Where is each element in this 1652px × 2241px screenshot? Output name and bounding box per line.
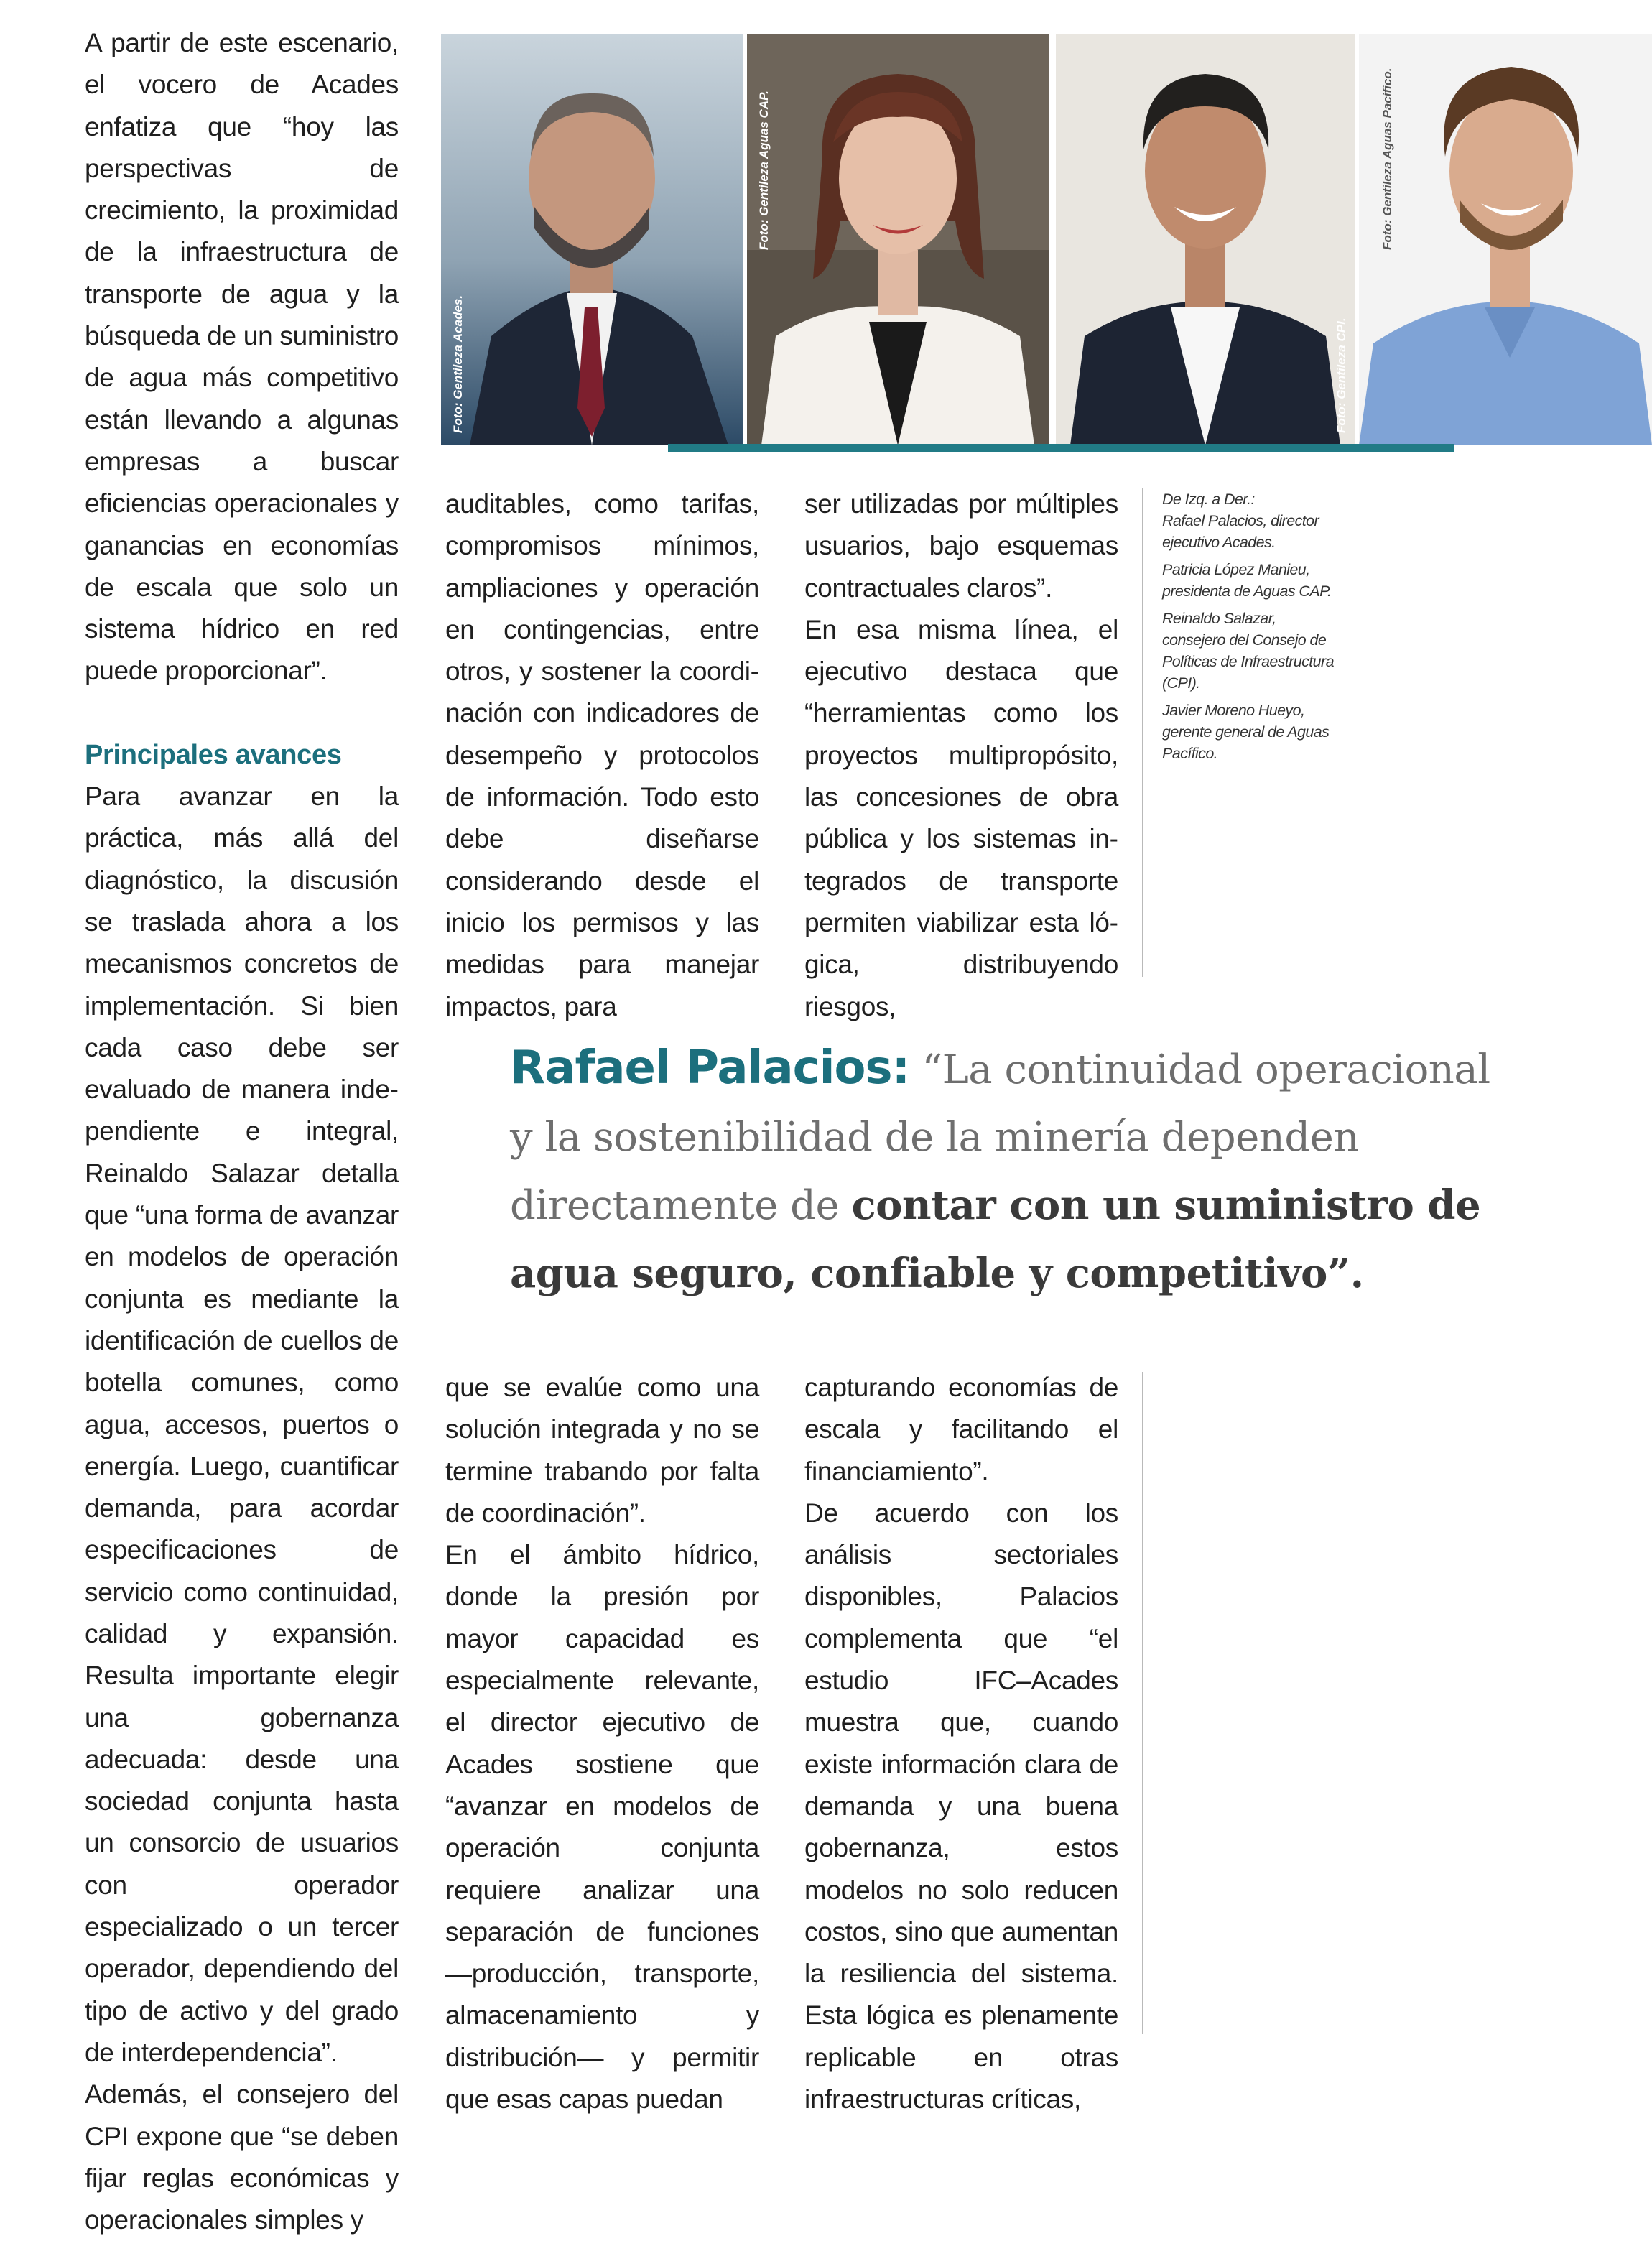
right-column-bottom bbox=[804, 1367, 1118, 2120]
photo-javier-moreno bbox=[1359, 34, 1652, 445]
middle-bottom-paragraph-2: En el ámbito hídrico, donde la presión por mayor capacidad es especialmente relevante, el director ejecutivo de Acades sostiene que “avanzar en modelos de operación conjunta requiere analizar una separación de funciones —producción, transporte, almacenamiento y distribución— y permitir que esas capas puedan bbox=[445, 1540, 759, 2115]
portrait-2-image bbox=[747, 34, 1049, 445]
left-paragraph-2: Para avanzar en la práctica, más allá del diagnóstico, la discusión se traslada ahora a los mecanismos concretos de implementación. Si bien cada caso debe ser evaluado de manera independiente e integral, Reinaldo Salazar detalla que “una forma de avanzar en modelos de operación conjunta es mediante la identificación de cuellos de botella comunes, como agua, accesos, puertos o energía. Luego, cuantificar demanda, para acordar especificaciones de servicio como continuidad, calidad y expansión. Resulta importante elegir una gobernanza adecuada: desde una sociedad conjunta hasta un consorcio de usuarios con operador especializado o un tercer operador, dependiendo del tipo de activo y del grado de interdependencia”. bbox=[85, 781, 399, 2067]
photo-credit-1: Foto: Gentileza Acades. bbox=[451, 294, 465, 433]
caption-person-1: Rafael Palacios, director ejecutivo Acades. bbox=[1162, 512, 1319, 551]
right-column-top bbox=[804, 483, 1118, 1028]
middle-top-paragraph-1: auditables, como tarifas, compromisos mínimos, ampliaciones y operación en contingencias, entre otros, y sostener la coordinación con indicadores de desempeño y protocolos de información. Todo esto debe diseñarse considerando desde el inicio los permisos y las medidas para manejar impactos, para bbox=[445, 489, 759, 1021]
caption-person-3: Reinaldo Salazar, consejero del Consejo de Políticas de Infraestructura (CPI). bbox=[1162, 610, 1334, 692]
photo-rafael-palacios bbox=[441, 34, 743, 445]
pull-quote-emphasis: contar con un suministro de agua seguro, confiable y competitivo”. bbox=[510, 1182, 1481, 1297]
column-divider-bottom bbox=[1142, 1372, 1143, 2034]
teal-accent-rule bbox=[668, 444, 1454, 452]
pull-quote bbox=[510, 1034, 1516, 1308]
caption-person-2: Patricia López Manieu, presidenta de Aguas CAP. bbox=[1162, 561, 1332, 600]
right-top-paragraph-2: En esa misma línea, el ejecutivo destaca que “herramientas como los proyectos multipropósito, las concesiones de obra pública y los sistemas integrados de transporte permiten viabilizar esta lógica, distribuyendo riesgos, bbox=[804, 614, 1118, 1021]
left-paragraph-3: Además, el consejero del CPI expone que “se deben fijar reglas económicas y operacionales simples y bbox=[85, 2079, 399, 2235]
middle-column-bottom bbox=[445, 1367, 759, 2120]
left-paragraph-1: A partir de este escenario, el vocero de Acades enfatiza que “hoy las perspectivas de crecimiento, la proximidad de la infraestructura de transporte de agua y la búsqueda de un suministro de agua más competitivo están llevando a algunas empresas a buscar eficiencias operacionales y ganancias en economías de escala que solo un sistema hídrico en red puede proporcionar”. bbox=[85, 28, 399, 686]
portrait-3-image bbox=[1056, 34, 1355, 445]
portrait-1-image bbox=[441, 34, 743, 445]
portrait-4-image bbox=[1359, 34, 1652, 445]
left-column bbox=[85, 22, 399, 2241]
photo-credit-3: Foto: Gentileza CPI. bbox=[1335, 317, 1348, 433]
caption-person-4: Javier Moreno Hueyo, gerente general de Aguas Pacífico. bbox=[1162, 702, 1330, 762]
middle-column-top bbox=[445, 483, 759, 1028]
caption-heading: De Izq. a Der.: bbox=[1162, 491, 1255, 508]
section-subhead: Principales avances bbox=[85, 739, 342, 770]
photo-credit-4: Foto: Gentileza Aguas Pacífico. bbox=[1380, 68, 1394, 250]
right-bottom-paragraph-1: capturando economías de escala y facilitando el financiamiento”. bbox=[804, 1373, 1118, 1486]
photo-reinaldo-salazar bbox=[1056, 34, 1355, 445]
photo-caption bbox=[1162, 488, 1342, 770]
pull-quote-name: Rafael Palacios: bbox=[510, 1041, 910, 1095]
photo-credit-2: Foto: Gentileza Aguas CAP. bbox=[757, 91, 771, 250]
middle-bottom-paragraph-1: que se evalúe como una solución integrada y no se termine trabando por falta de coordinación”. bbox=[445, 1373, 759, 1528]
photo-patricia-lopez bbox=[747, 34, 1049, 445]
right-bottom-paragraph-2: De acuerdo con los análisis sectoriales disponibles, Palacios complementa que “el estudio IFC–Acades muestra que, cuando existe información clara de demanda y una buena gobernanza, estos modelos no solo reducen costos, sino que aumentan la resiliencia del sistema. Esta lógica es plenamente replicable en otras infraestructuras críticas, bbox=[804, 1498, 1118, 2115]
column-divider-top bbox=[1142, 488, 1143, 977]
pull-quote-text: “La continuidad operacional y la sostenibilidad de la minería dependen directamente de bbox=[510, 1047, 1490, 1229]
right-top-paragraph-1: ser utilizadas por múltiples usuarios, bajo esquemas contractuales claros”. bbox=[804, 489, 1118, 603]
